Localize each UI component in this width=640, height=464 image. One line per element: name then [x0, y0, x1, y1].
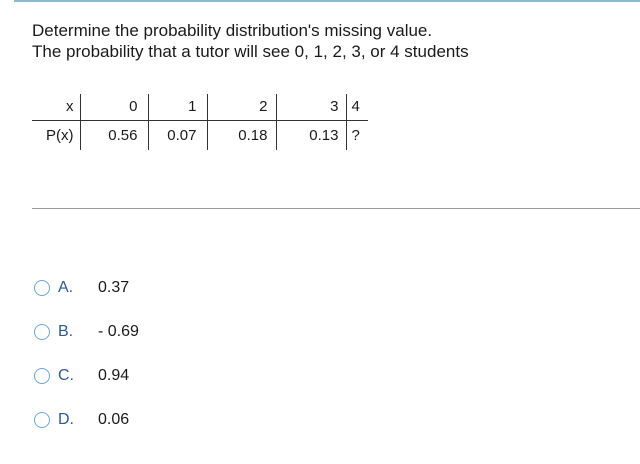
x-value-2: 2: [207, 94, 276, 120]
option-a[interactable]: [34, 266, 139, 310]
option-c-value: 0.94: [98, 367, 130, 384]
option-b-letter: B.: [58, 323, 74, 340]
x-row: [32, 94, 368, 120]
option-a-value: 0.37: [98, 279, 130, 296]
x-value-0: 0: [80, 94, 148, 120]
question-text: [32, 20, 469, 62]
px-row: [32, 120, 368, 150]
x-header: x: [32, 94, 80, 120]
radio-b[interactable]: [34, 324, 50, 340]
p-value-missing: ?: [346, 120, 368, 150]
p-value-1: 0.07: [148, 120, 207, 150]
option-c-letter: C.: [58, 367, 74, 384]
question-line-1: Determine the probability distribution's missing value.: [32, 21, 433, 40]
option-b[interactable]: [34, 310, 139, 354]
probability-distribution-table: [32, 94, 368, 150]
p-value-2: 0.18: [207, 120, 276, 150]
section-divider: [32, 208, 640, 209]
top-rule: [14, 0, 640, 2]
radio-a[interactable]: [34, 280, 50, 296]
option-a-letter: A.: [58, 279, 74, 296]
option-d-value: 0.06: [98, 411, 130, 428]
option-d[interactable]: [34, 398, 139, 442]
x-value-3: 3: [276, 94, 346, 120]
px-header: P(x): [46, 126, 74, 144]
question-line-2: The probability that a tutor will see 0, 1, 2, 3, or 4 students: [32, 42, 469, 61]
x-value-1: 1: [148, 94, 207, 120]
radio-d[interactable]: [34, 412, 50, 428]
answer-options: [34, 266, 139, 442]
radio-c[interactable]: [34, 368, 50, 384]
p-value-0: 0.56: [80, 120, 148, 150]
option-c[interactable]: [34, 354, 139, 398]
x-value-4: 4: [346, 94, 368, 120]
option-d-letter: D.: [58, 411, 74, 428]
p-value-3: 0.13: [276, 120, 346, 150]
option-b-value: - 0.69: [98, 323, 139, 340]
